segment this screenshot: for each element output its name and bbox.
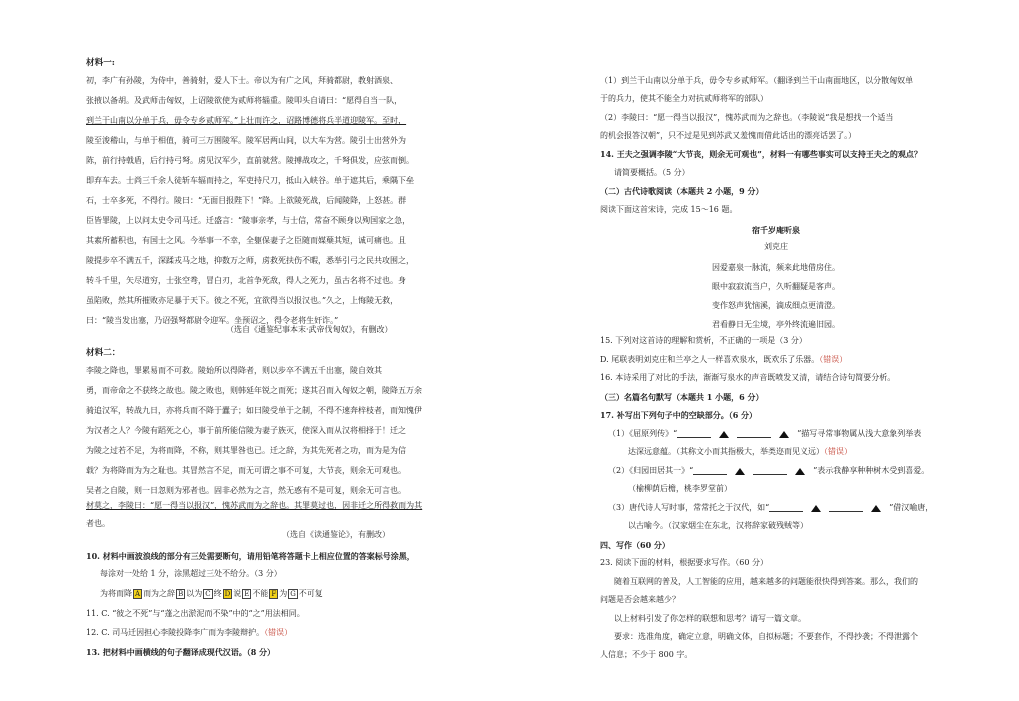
question-14: 14. 王夫之强调李陵“大节丧，则余无可观也”，材料一有哪些事实可以支持王夫之的观点？ xyxy=(600,149,922,159)
question-12 xyxy=(86,629,292,637)
question-17-3-text: （3）唐代诗人写时事，常常托之于汉代，如“ xyxy=(608,503,770,512)
answer-box-c: C xyxy=(205,590,211,598)
material-one-line: 其素所蓄积也，有国士之风。今举事一不幸，全躯保妻子之臣随而媒蘖其短，诚可痛也。且 xyxy=(86,236,406,245)
fill-blank xyxy=(753,474,787,475)
triangle-marker-icon xyxy=(779,431,789,438)
material-one-line: 张掖以备胡。及武师击匈奴，上诏陵欲使为贰师将辎重。陵叩头自请曰：“愿得自当一队， xyxy=(86,96,403,105)
material-two-line: 骑追汉军，转战九日，亦将兵而不降于蠹子；如曰陵受单于之制，不得不速奔梓枝者，而知愧伊 xyxy=(86,406,422,415)
question-23-requirements: 要求：选准角度，确定立意，明确文体，自拟标题；不要套作，不得抄袭；不得泄露个 xyxy=(614,632,918,641)
question-17-2-answer: （榆柳荫后檐，桃李罗堂前） xyxy=(628,484,732,493)
translation-2: （2）李陵曰：“愿一得当以报汉”，愧苏武而为之辞也。（李陵说“我是想找一个适当 xyxy=(600,113,894,122)
poem-line: 眼中寂寂流当户，久听翻疑是客声。 xyxy=(712,282,840,291)
translation-1-cont: 于的兵力，使其不能全力对抗贰师将军的部队） xyxy=(600,94,768,103)
section-poetry-title: （二）古代诗歌阅读（本题共 2 小题，9 分） xyxy=(600,186,764,196)
material-two-line: 吴者之自陵，则一日忽则为邪者也。固非必然为之言，然无惑有不是可复，则余无可言也。 xyxy=(86,486,406,495)
material-two-source: （选自《读通鉴论》，有删改） xyxy=(282,530,390,539)
material-one-line: 陵提步卒不满五千，深蹂戎马之地，抑数万之师，虏救死扶伤不暇，悉举引弓之民共攻围之， xyxy=(86,256,414,265)
section-writing-title: 四、写作（60 分） xyxy=(600,540,670,550)
section-poetry-instruction: 阅读下面这首宋诗，完成 15～16 题。 xyxy=(600,205,738,214)
material-two-line: 载？为将降而为为之耻也。其冒然言不足，而无可谓之事不可复，大节丧，则余无可观也。 xyxy=(86,466,406,475)
question-15-option-d-text: D. 尾联表明刘克庄和兰亭之人一样喜欢泉水，既欢乐了乐器。 xyxy=(600,355,820,364)
fill-blank xyxy=(769,511,803,512)
question-12-text: 12. C. 司马迁因担心李陵投降李广而为李陵辩护。 xyxy=(86,628,265,637)
question-17-2-text-cont: ”表示我静享种种树木受到喜爱。 xyxy=(813,466,930,475)
triangle-marker-icon xyxy=(719,431,729,438)
material-one-line: 即弃车去。士尚三千余人徒斩车辐而持之，军吏持尺刀，抵山入峡谷。单于遮其后，乘隅下垒 xyxy=(86,176,414,185)
poem-title: 宿千岁庵听泉 xyxy=(752,225,800,235)
question-17-1-text-cont: ”描写寻常事物属从浅大意象列举表 xyxy=(797,429,922,438)
question-17-3-answer: 以古喻今。（汉家烟尘在东北，汉将辞家破残贼等） xyxy=(628,521,808,530)
question-10: 10. 材料中画波浪线的部分有三处需要断句，请用铅笔将答题卡上相应位置的答案标号涂黑， xyxy=(86,551,415,561)
question-17-3 xyxy=(608,504,933,512)
answer-text: 为将而降 xyxy=(100,589,132,598)
answer-box-g: G xyxy=(290,590,296,598)
question-11: 11. C. “彼之不死”与“蓬之出淤泥而不染”中的“之”用法相同。 xyxy=(86,609,305,618)
triangle-marker-icon xyxy=(871,505,881,512)
material-one-line: 曰：“陵当发出塞，乃诏强弩都尉令迎军。坐预诏之，得令老将生奸诈。” xyxy=(86,316,339,325)
triangle-marker-icon xyxy=(735,468,745,475)
poem-author: 刘克庄 xyxy=(764,242,788,251)
answer-box-b: B xyxy=(178,590,184,598)
material-two-line: 勇，而帝命之不获终之故也。陵之败也，则韩延年锐之而死；遂其召而入匈奴之朝，陵降五万余 xyxy=(86,386,422,395)
fill-blank xyxy=(829,511,863,512)
material-two-line: 者也。 xyxy=(86,519,110,528)
question-14-cont: 请简要概括。（5 分） xyxy=(614,168,690,177)
answer-text: 为 xyxy=(279,589,288,598)
material-two-line: 李陵之降也，罪累易而不可救。陵始所以得降者，则以步卒不满五千出塞，陵自效其 xyxy=(86,366,382,375)
question-16: 16. 本诗采用了对比的手法，渐渐写泉水的声音既喷发又清，请结合诗句简要分析。 xyxy=(600,373,896,382)
poem-line: 君看静日无尘境，亭外终流遍旧园。 xyxy=(712,320,840,329)
answer-text: 以为 xyxy=(186,589,203,598)
section-recitation-title: （三）名篇名句默写（本题共 1 小题，6 分） xyxy=(600,392,764,402)
material-two-line: 为陵之过若不足，为将而降，不称，则其罪咎也已。迁之辞，为其先死者之功，而为是为信 xyxy=(86,446,406,455)
material-two-line: 为汉者之人？今陵有蹈死之心，事于前所能信陵为妻子族灭，使深入而从汉将相择于！迁之 xyxy=(86,426,406,435)
error-mark: （错误） xyxy=(264,628,293,637)
error-mark: （错误） xyxy=(824,447,852,456)
poem-line: 变作怒声犹恼溪，滴成细点更清澄。 xyxy=(712,301,840,310)
material-two-title: 材料二： xyxy=(86,348,121,358)
material-two-line-underlined: 材莫之，李陵曰：“愿一得当以报汉”，愧苏武而为之辞也。其罪莫过也，因非迁之所得救而为其 xyxy=(86,501,423,510)
question-10-answer-row xyxy=(100,589,323,599)
question-23-prompt: 以上材料引发了你怎样的联想和思考？请写一篇文章。 xyxy=(614,614,806,623)
question-23: 23. 阅读下面的材料，根据要求写作。（60 分） xyxy=(600,558,768,567)
poem-line: 因爱嘉泉一脉流，频来此地借房住。 xyxy=(712,263,840,272)
fill-blank xyxy=(693,474,727,475)
answer-box-a: A xyxy=(135,590,141,598)
answer-box-e: E xyxy=(244,590,250,598)
question-17-2-text: （2）《归园田居其一》“ xyxy=(608,466,694,475)
question-23-requirements-cont: 人信息；不少于 800 字。 xyxy=(600,650,693,659)
question-17-1 xyxy=(608,430,921,438)
answer-box-d: D xyxy=(224,590,231,598)
question-23-material-cont: 问题是否会越来越少？ xyxy=(600,595,680,604)
triangle-marker-icon xyxy=(811,505,821,512)
answer-text: 终 xyxy=(213,589,222,598)
material-one-line: 转斗千里，矢尽道穷，士张空弮，冒白刃，北首争死敌，得人之死力，虽古名将不过也。身 xyxy=(86,276,406,285)
question-13: 13. 把材料中画横线的句子翻译成现代汉语。（8 分） xyxy=(86,647,276,657)
question-17-1-answer-text: 达深远意蕴。（其称文小而其指极大，举类迩而见义远） xyxy=(628,447,824,456)
material-one-line: 虽陷败，然其所摧败亦足暴于天下。彼之不死，宜欲得当以报汉也。”久之，上悔陵无救， xyxy=(86,296,399,305)
material-one-line-underlined: 到兰干山南以分单于兵，毋令专乡贰师军。”上壮而许之，诏路博德将兵半道迎陵军。至时， xyxy=(86,116,407,125)
triangle-marker-icon xyxy=(795,468,805,475)
answer-text: 说 xyxy=(233,589,242,598)
question-17: 17. 补写出下列句子中的空缺部分。（6 分） xyxy=(600,410,758,420)
material-one-line: 陵至浚稽山，与单于相值，骑可三万围陵军。陵军居两山间，以大车为营。陵引士出营外为 xyxy=(86,136,406,145)
material-one-source: （选自《通鉴纪事本末·武帝伐匈奴》，有删改） xyxy=(226,325,393,334)
translation-1: （1）到兰干山南以分单于兵，毋令专乡贰师军。（翻译到兰干山南面地区，以分散匈奴单 xyxy=(600,76,914,85)
material-one-line: 石，士卒多死，不得行。陵曰：“无面目报陛下！”降。上欲陵死战，后闻陵降，上怒甚。群 xyxy=(86,196,407,205)
answer-text: 而为之辞 xyxy=(143,589,176,598)
translation-2-cont: 的机会报答汉朝”，只不过是见到苏武又羞愧而借此话出的漂亮话罢了。） xyxy=(600,131,857,140)
material-one-line: 臣皆罪陵，上以问太史令司马迁。迁盛言：“陵事亲孝，与士信，常奋不顾身以殉国家之急， xyxy=(86,216,411,225)
material-one-line: 陈，前行持戟盾，后行持弓弩。虏见汉军少，直前就营。陵搏战攻之，千弩俱发，应弦而倒。 xyxy=(86,156,414,165)
material-one-line: 初，李广有孙陵，为侍中，善骑射，爱人下士。帝以为有广之风，拜骑都尉，教射酒泉、 xyxy=(86,76,398,85)
question-17-1-answer xyxy=(628,448,852,456)
question-10-instruction: 每涂对一处给 1 分，涂黑超过三处不给分。（3 分） xyxy=(100,569,282,578)
question-23-material: 随着互联网的普及，人工智能的应用，越来越多的问题能很快得到答案。那么，我们的 xyxy=(614,577,918,586)
answer-box-f: F xyxy=(271,590,277,598)
answer-text: 不可复 xyxy=(298,589,323,598)
question-17-1-text: （1）《屈原列传》“ xyxy=(608,429,678,438)
material-one-title: 材料一: xyxy=(86,58,115,68)
question-17-3-text-cont: ”借汉喻唐， xyxy=(889,503,934,512)
question-17-2 xyxy=(608,467,929,475)
error-mark: （错误） xyxy=(819,355,848,364)
answer-text: 不能 xyxy=(252,589,269,598)
fill-blank xyxy=(737,437,771,438)
fill-blank xyxy=(677,437,711,438)
question-15-option-d xyxy=(600,356,847,364)
question-15: 15. 下列对这首诗的理解和赏析，不正确的一项是（3 分） xyxy=(600,336,807,345)
